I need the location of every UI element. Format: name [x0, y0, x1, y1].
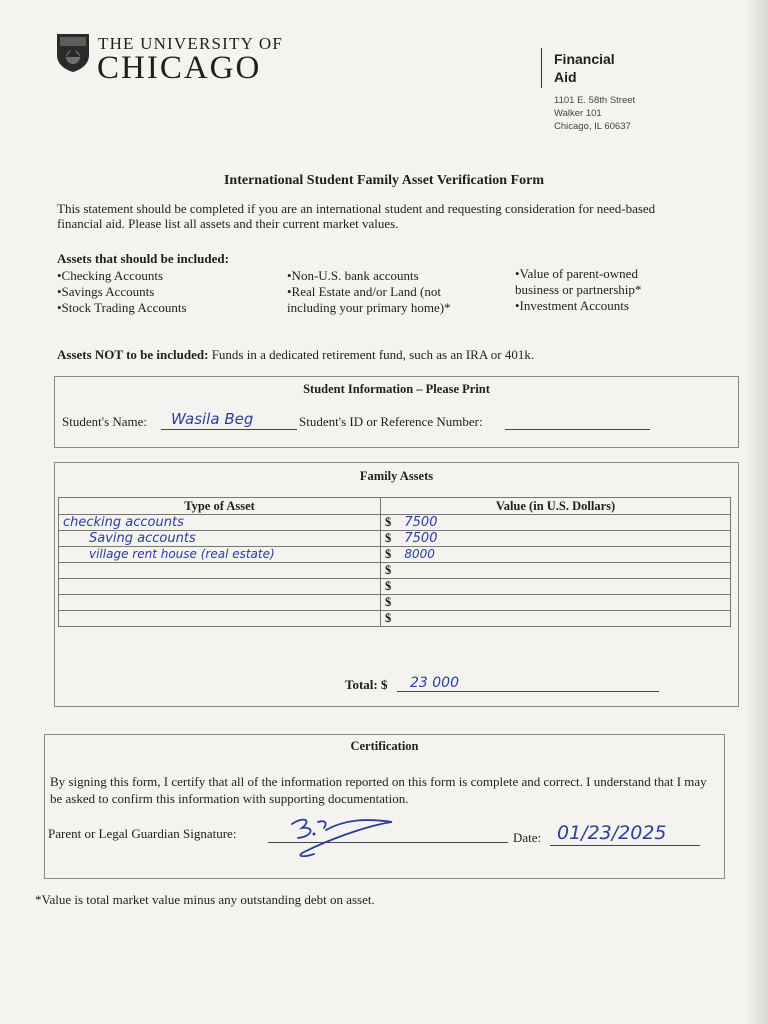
table-row	[59, 515, 731, 531]
asset-value-cell[interactable]: $	[381, 595, 731, 611]
assets-included-heading: Assets that should be included:	[57, 251, 229, 266]
assets-included-col2: •Non-U.S. bank accounts •Real Estate and/or Land (not including your primary home)*	[287, 268, 451, 315]
table-row	[59, 579, 731, 595]
asset-value-cell[interactable]: $	[381, 611, 731, 627]
total-label: Total: $	[345, 677, 388, 692]
table-row	[59, 547, 731, 563]
family-assets-title: Family Assets	[359, 469, 434, 483]
asset-value-cell[interactable]: $ 7500	[381, 515, 731, 531]
table-row	[59, 563, 731, 579]
handwritten-signature-icon	[284, 812, 404, 862]
total-value: 23 000	[410, 675, 459, 691]
student-name-value: Wasila Beg	[171, 410, 254, 428]
date-label: Date:	[513, 830, 542, 845]
intro-text: This statement should be completed if you are an international student and requesting consideration for need-based financial aid. Please list all assets and their current market values.	[57, 201, 656, 231]
form-title: International Student Family Asset Verification Form	[223, 173, 545, 188]
asset-value-cell[interactable]: $ 8000	[381, 547, 731, 563]
asset-type-cell[interactable]	[59, 611, 381, 627]
certification-text: By signing this form, I certify that all of the information reported on this form is complete and correct. I understand that I may be asked to confirm this information with supporting documentation.	[50, 774, 707, 806]
asset-type-cell[interactable]: checking accounts	[59, 515, 381, 531]
student-id-field[interactable]	[505, 429, 650, 430]
header-divider	[541, 48, 542, 88]
signature-label: Parent or Legal Guardian Signature:	[48, 826, 237, 841]
assets-not-included: Assets NOT to be included: Funds in a dedicated retirement fund, such as an IRA or 401k.	[57, 347, 535, 362]
office-name: Financial Aid	[554, 51, 615, 85]
student-info-box	[54, 376, 739, 448]
table-row	[59, 531, 731, 547]
university-name: CHICAGO	[97, 50, 262, 86]
date-value: 01/23/2025	[557, 822, 667, 844]
table-row	[59, 595, 731, 611]
asset-value-cell[interactable]: $	[381, 563, 731, 579]
university-crest-icon	[56, 33, 90, 73]
asset-type-cell[interactable]: Saving accounts	[59, 531, 381, 547]
family-assets-table	[58, 497, 731, 627]
date-field[interactable]	[550, 845, 700, 846]
office-address: 1101 E. 58th Street Walker 101 Chicago, IL 60637	[554, 95, 636, 132]
table-header-row	[59, 498, 731, 515]
total-field[interactable]	[397, 691, 659, 692]
certification-title: Certification	[350, 739, 419, 753]
university-name-prefix: THE UNIVERSITY OF	[98, 34, 284, 53]
asset-type-cell[interactable]	[59, 563, 381, 579]
asset-value-cell[interactable]: $	[381, 579, 731, 595]
col-type-header: Type of Asset	[59, 498, 381, 515]
col-value-header: Value (in U.S. Dollars)	[381, 498, 731, 515]
asset-value-cell[interactable]: $ 7500	[381, 531, 731, 547]
page-edge-shadow	[746, 0, 768, 1024]
student-info-title: Student Information – Please Print	[303, 382, 490, 396]
table-row	[59, 611, 731, 627]
footnote: *Value is total market value minus any outstanding debt on asset.	[35, 892, 375, 907]
assets-included-col1: •Checking Accounts •Savings Accounts •Stock Trading Accounts	[57, 268, 187, 315]
asset-type-cell[interactable]	[59, 595, 381, 611]
student-id-label: Student's ID or Reference Number:	[299, 414, 483, 429]
student-name-label: Student's Name:	[62, 414, 148, 429]
assets-included-col3: •Value of parent-owned business or partnership* •Investment Accounts	[515, 266, 642, 313]
asset-type-cell[interactable]	[59, 579, 381, 595]
student-name-field[interactable]	[161, 429, 297, 430]
asset-type-cell[interactable]: village rent house (real estate)	[59, 547, 381, 563]
